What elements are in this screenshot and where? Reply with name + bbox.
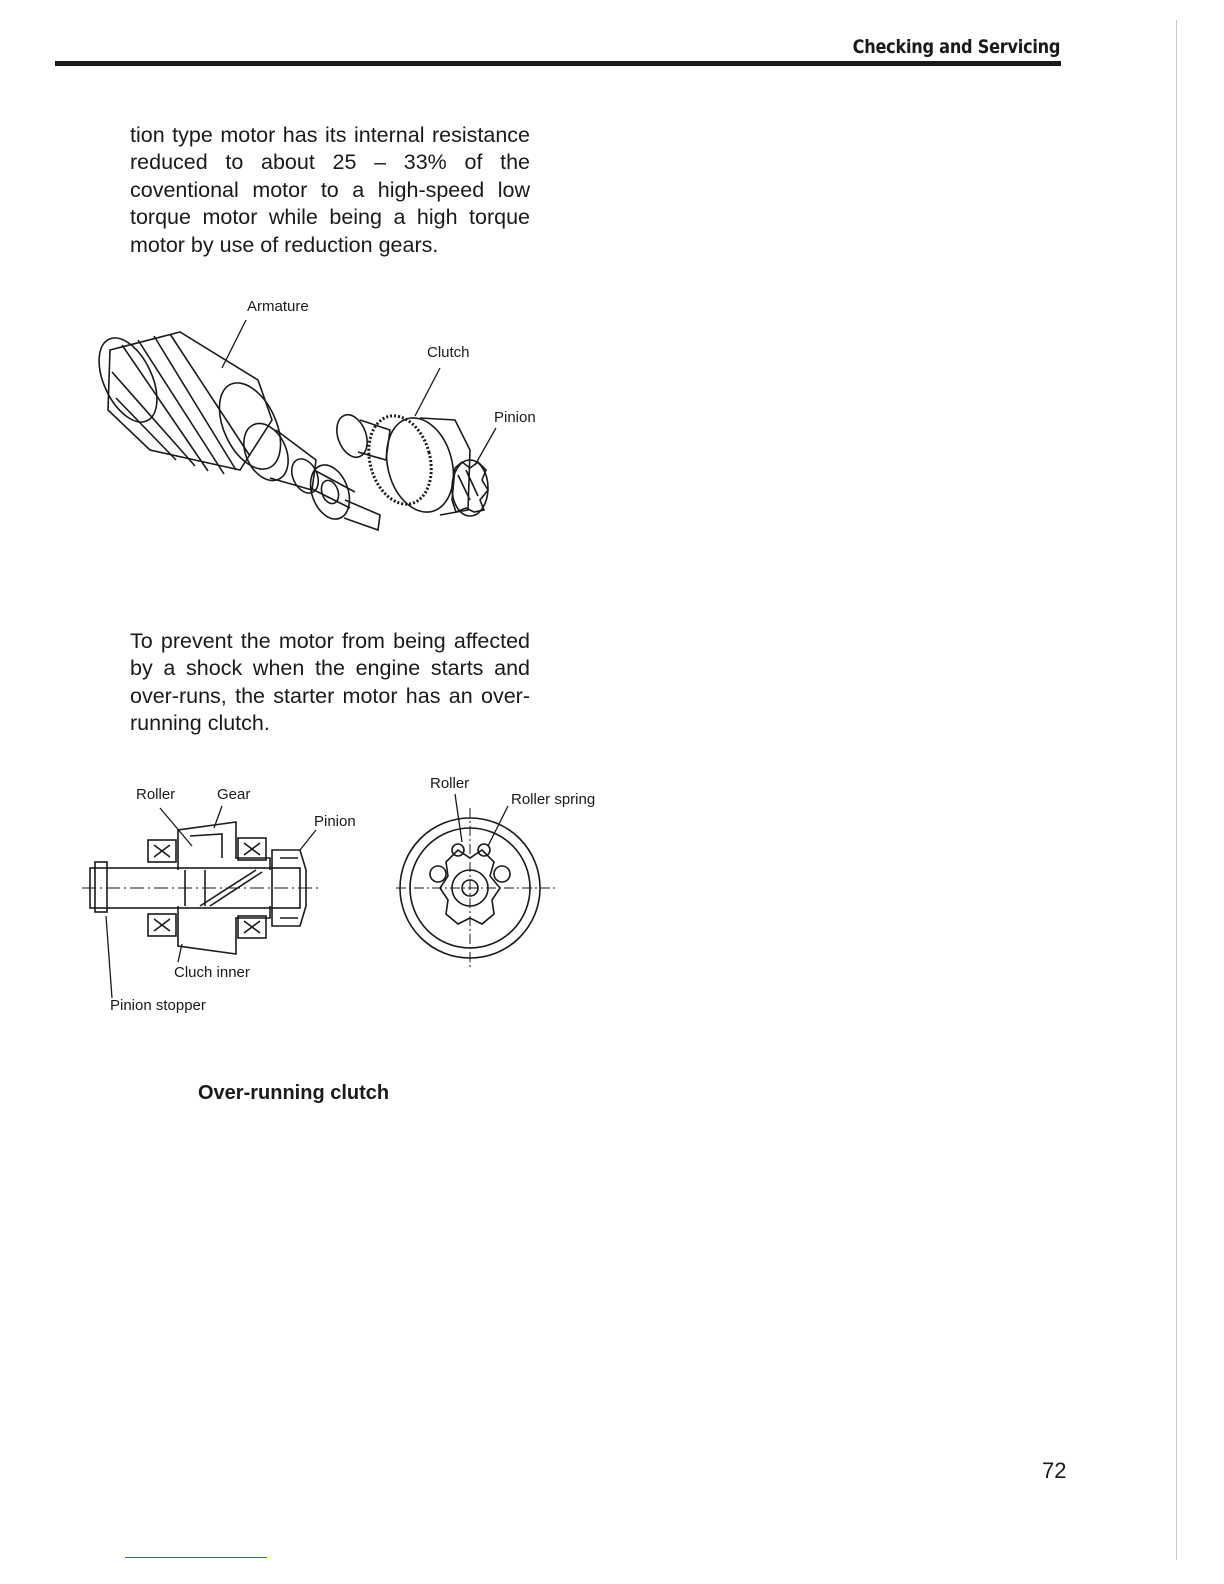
label-cluch-inner: Cluch inner <box>174 964 250 981</box>
label-clutch: Clutch <box>427 344 470 361</box>
paragraph-motor-description: tion type motor has its internal resistance reduced to about 25 – 33% of the coventional motor to a high-speed low torque motor while being a high torque motor by use of reduction gears. <box>130 122 530 257</box>
paragraph-overrunning-clutch: To prevent the motor from being affected by a shock when the engine starts and over-runs, the starter motor has an over-running clutch. <box>130 628 530 735</box>
label-roller-left: Roller <box>136 786 176 803</box>
label-roller-spring: Roller spring <box>511 791 596 808</box>
header-title: Checking and Servicing <box>852 36 1060 58</box>
label-pinion-clutch: Pinion <box>314 813 356 830</box>
footer-rule <box>125 1557 267 1558</box>
page-number: 72 <box>1042 1458 1067 1483</box>
label-pinion-stopper: Pinion stopper <box>110 997 206 1014</box>
label-armature: Armature <box>247 298 309 315</box>
figure-caption: Over-running clutch <box>198 1082 390 1104</box>
label-roller-right: Roller <box>430 775 470 792</box>
page-edge <box>1176 20 1177 1560</box>
label-pinion-top: Pinion <box>494 409 536 426</box>
label-gear: Gear <box>217 786 251 803</box>
